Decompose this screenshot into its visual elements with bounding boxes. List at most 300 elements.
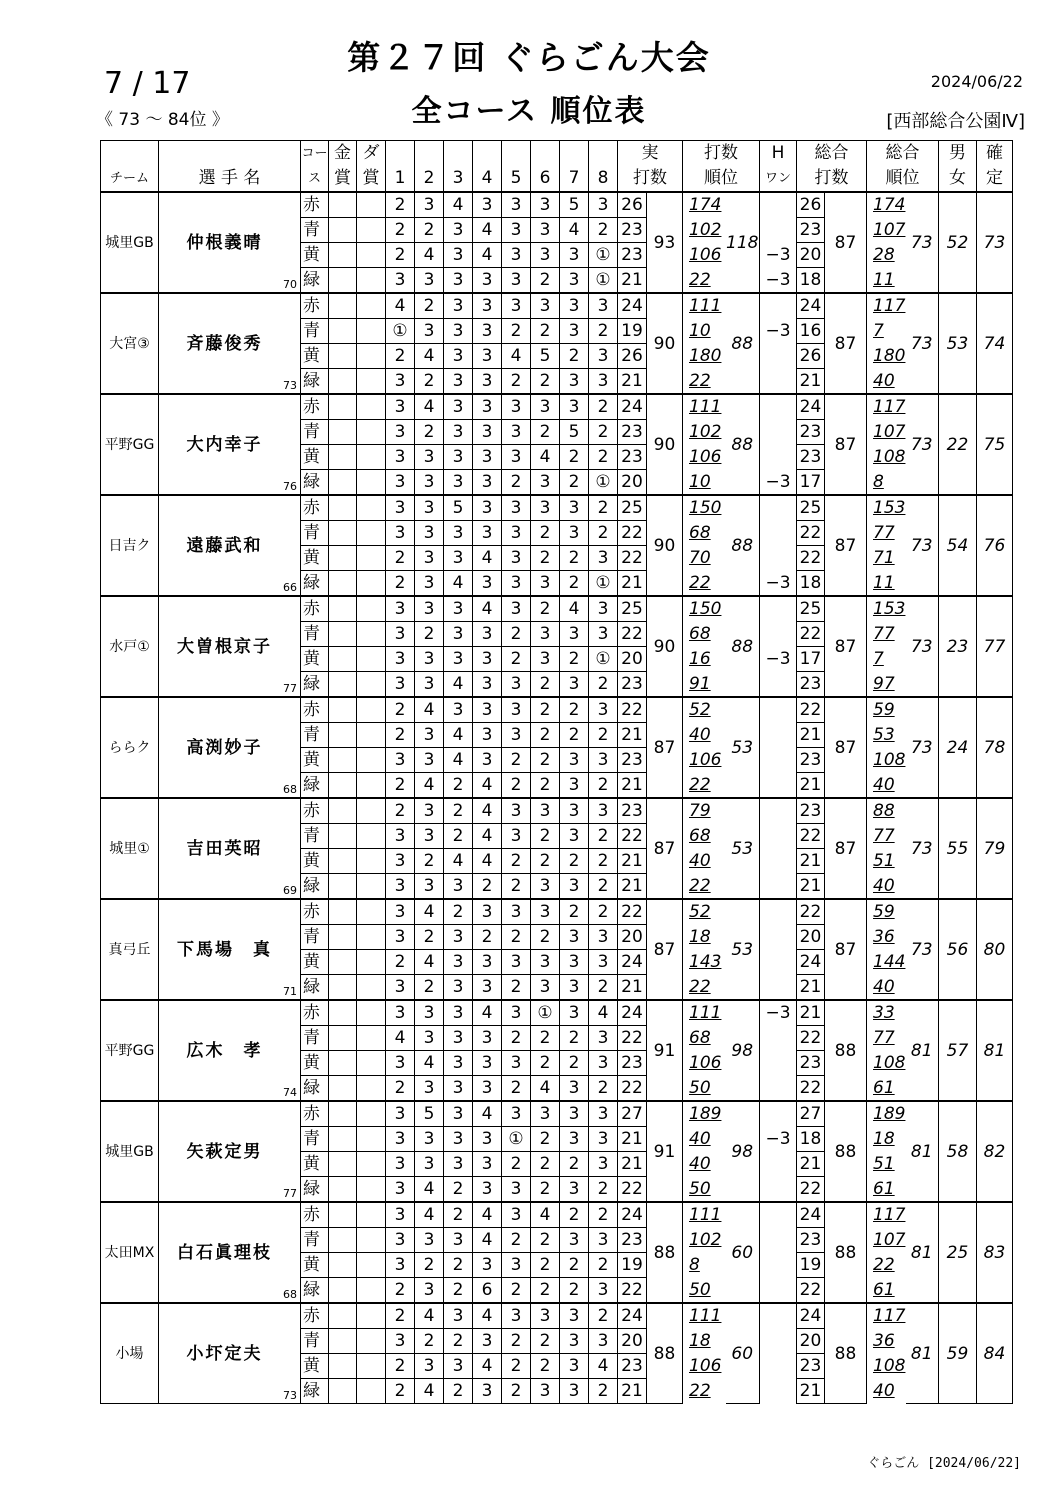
hole-2-score: 3 (415, 546, 444, 571)
gold-award-cell (329, 521, 357, 546)
hole-in-one-cell: −3 (760, 1000, 797, 1026)
course-strokes-cell: 21 (618, 874, 647, 900)
gender-header: 女 (939, 166, 977, 192)
hole-2-score: 3 (415, 647, 444, 672)
hole-4-score: 4 (473, 1354, 502, 1379)
course-total-cell: 18 (797, 571, 825, 597)
player-age: 73 (283, 379, 297, 392)
course-total-rank-cell: 40 (867, 1379, 906, 1404)
course-cell: 青 (301, 723, 329, 748)
hole-1-score: 2 (386, 773, 415, 799)
hole-5-score: 3 (502, 824, 531, 849)
hole-in-one-cell (760, 369, 797, 395)
hole-8-score: 2 (589, 1177, 618, 1203)
course-total-cell: 23 (797, 1228, 825, 1253)
gender-rank-cell: 52 (939, 192, 977, 293)
course-total-rank-cell: 7 (867, 647, 906, 672)
course-strokes-cell: 22 (618, 1177, 647, 1203)
table-row (101, 1000, 1013, 1026)
actual-header: 打数 (618, 166, 683, 192)
total-rank-cell: 81 (906, 1000, 939, 1101)
course-cell: 黄 (301, 243, 329, 268)
hole-5-score: 3 (502, 521, 531, 546)
hole-4-score: 3 (473, 571, 502, 597)
hole-5-score: 3 (502, 268, 531, 294)
da-award-cell (357, 1152, 386, 1177)
hole-1-score: 2 (386, 1354, 415, 1379)
total-rank-cell: 73 (906, 495, 939, 596)
hole-3-score: 3 (444, 293, 473, 319)
hole-3-score: 3 (444, 975, 473, 1001)
gold-award-cell (329, 1152, 357, 1177)
course-cell: 緑 (301, 975, 329, 1001)
player-name: 矢萩定男 (186, 1141, 263, 1162)
course-cell: 黄 (301, 748, 329, 773)
total-strokes-cell: 87 (825, 697, 867, 798)
hole-6-score: ① (531, 1000, 560, 1026)
hole-8-score: 3 (589, 1101, 618, 1127)
hole-8-score: 2 (589, 824, 618, 849)
hole-8-score: ① (589, 243, 618, 268)
hole-1-score: 2 (386, 723, 415, 748)
course-rank-cell: 174 (683, 192, 726, 218)
course-strokes-cell: 24 (618, 293, 647, 319)
team-header-top (101, 141, 159, 167)
total-rank-cell: 81 (906, 1202, 939, 1303)
hole-7-score: 2 (560, 1051, 589, 1076)
course-strokes-cell: 20 (618, 647, 647, 672)
team-cell: 水戸① (101, 596, 159, 697)
gold-award-cell (329, 1101, 357, 1127)
hole-3-score: 4 (444, 748, 473, 773)
hole-2-score: 3 (415, 874, 444, 900)
course-total-rank-cell: 59 (867, 697, 906, 723)
hole-6-score: 2 (531, 521, 560, 546)
hole-3-score: 3 (444, 344, 473, 369)
hole-3-score: 3 (444, 950, 473, 975)
course-total-rank-cell: 33 (867, 1000, 906, 1026)
hole-4-score: 3 (473, 1379, 502, 1404)
final-header-top: 確 (977, 141, 1013, 167)
hole-5-score: 2 (502, 647, 531, 672)
hole-3-score: 3 (444, 697, 473, 723)
hole-in-one-cell (760, 344, 797, 369)
hole-5-score: 3 (502, 672, 531, 698)
player-age: 69 (283, 884, 297, 897)
course-cell: 青 (301, 420, 329, 445)
course-total-rank-cell: 36 (867, 1329, 906, 1354)
hole-8-score: 3 (589, 748, 618, 773)
hole-5-score: 4 (502, 344, 531, 369)
hole-5-score: 2 (502, 319, 531, 344)
hole-8-score: 2 (589, 773, 618, 799)
hole-7-score: 2 (560, 899, 589, 925)
hole-2-score: 4 (415, 773, 444, 799)
course-strokes-cell: 23 (618, 1228, 647, 1253)
hole-8-score: 2 (589, 218, 618, 243)
team-cell: 城里① (101, 798, 159, 899)
hole-7-score: 2 (560, 470, 589, 496)
player-cell (159, 596, 301, 697)
hole-5-score: 3 (502, 1051, 531, 1076)
course-rank-cell: 102 (683, 218, 726, 243)
hole-8-score: 4 (589, 1354, 618, 1379)
course-total-cell: 22 (797, 1026, 825, 1051)
hole-in-one-cell (760, 1228, 797, 1253)
hole-7-score: 3 (560, 798, 589, 824)
course-total-rank-cell: 88 (867, 798, 906, 824)
table-row (101, 1202, 1013, 1228)
rank-range: 《 73 ～ 84位 》 (96, 110, 229, 130)
course-cell: 青 (301, 622, 329, 647)
hole-7-score: 3 (560, 1379, 589, 1404)
hole-1-score: 3 (386, 925, 415, 950)
player-name: 高渕妙子 (186, 737, 263, 758)
course-strokes-cell: 24 (618, 1202, 647, 1228)
course-total-cell: 24 (797, 950, 825, 975)
player-name: 吉田英昭 (186, 838, 263, 859)
course-total-rank-cell: 51 (867, 849, 906, 874)
da-award-cell (357, 1379, 386, 1404)
hole-3-score: 2 (444, 1379, 473, 1404)
course-total-cell: 27 (797, 1101, 825, 1127)
hole-1-score: 3 (386, 1329, 415, 1354)
da-award-cell (357, 773, 386, 799)
total-strokes-cell: 87 (825, 596, 867, 697)
hole-6-score: 2 (531, 268, 560, 294)
actual-strokes-cell: 90 (647, 394, 683, 495)
hole-8-score: 3 (589, 1228, 618, 1253)
hole-4-score: 3 (473, 975, 502, 1001)
actual-strokes-cell: 91 (647, 1000, 683, 1101)
hole-5-score: 2 (502, 975, 531, 1001)
hole-4-score: 4 (473, 849, 502, 874)
course-total-cell: 21 (797, 975, 825, 1001)
hole-8-score: 3 (589, 344, 618, 369)
course-cell: 緑 (301, 1379, 329, 1404)
player-age: 68 (283, 1288, 297, 1301)
player-cell (159, 798, 301, 899)
hole-8-score: 3 (589, 192, 618, 218)
total-strokes-cell: 88 (825, 1101, 867, 1202)
hole-in-one-cell (760, 1303, 797, 1329)
gold-award-cell (329, 1253, 357, 1278)
hole-6-score: 2 (531, 1051, 560, 1076)
course-cell: 黄 (301, 849, 329, 874)
course-total-rank-cell: 51 (867, 1152, 906, 1177)
course-total-rank-cell: 107 (867, 1228, 906, 1253)
course-total-cell: 22 (797, 697, 825, 723)
player-name: 小圷定夫 (186, 1343, 263, 1364)
course-total-rank-cell: 40 (867, 975, 906, 1001)
course-rank-cell: 143 (683, 950, 726, 975)
course-total-cell: 24 (797, 293, 825, 319)
hole-3-score: 3 (444, 546, 473, 571)
hole-3-score: 2 (444, 1278, 473, 1304)
gold-award-cell (329, 192, 357, 218)
course-total-cell: 21 (797, 1000, 825, 1026)
hole-5-score: 3 (502, 723, 531, 748)
da-award-cell (357, 824, 386, 849)
da-award-cell (357, 672, 386, 698)
gender-rank-cell: 24 (939, 697, 977, 798)
hole-4-score: 3 (473, 268, 502, 294)
course-rank-cell: 106 (683, 445, 726, 470)
total-rank-cell: 73 (906, 192, 939, 293)
hole-8-score: 3 (589, 697, 618, 723)
hole-4-score: 4 (473, 773, 502, 799)
hole-3-score: 3 (444, 1152, 473, 1177)
player-name: 斉藤俊秀 (186, 333, 263, 354)
course-rank-cell: 40 (683, 1127, 726, 1152)
team-cell: 小場 (101, 1303, 159, 1404)
hole-7-score: 3 (560, 1000, 589, 1026)
hole-5-score: 3 (502, 571, 531, 597)
table-row (101, 293, 1013, 319)
course-total-rank-cell: 117 (867, 1303, 906, 1329)
hole-6-score: 3 (531, 192, 560, 218)
course-cell: 赤 (301, 1101, 329, 1127)
hole-in-one-cell (760, 899, 797, 925)
hole-6-score: 3 (531, 975, 560, 1001)
gender-rank-cell: 55 (939, 798, 977, 899)
course-total-cell: 18 (797, 268, 825, 294)
total-strokes-cell: 88 (825, 1000, 867, 1101)
hole-8-score: 2 (589, 1076, 618, 1102)
player-cell (159, 394, 301, 495)
course-cell: 青 (301, 1228, 329, 1253)
hole-2-score: 2 (415, 420, 444, 445)
gold-award-cell (329, 925, 357, 950)
hole-in-one-cell: −3 (760, 470, 797, 496)
hole-3-score: 4 (444, 571, 473, 597)
hole-6-score: 2 (531, 319, 560, 344)
hole-header-top (415, 141, 444, 167)
hole-8-score: 3 (589, 1127, 618, 1152)
hole-in-one-cell: −3 (760, 571, 797, 597)
da-award-cell (357, 192, 386, 218)
venue: [西部総合公園Ⅳ] (886, 111, 1025, 132)
course-total-rank-cell: 153 (867, 596, 906, 622)
hole-7-score: 3 (560, 1177, 589, 1203)
hole-in-one-cell (760, 824, 797, 849)
hole-4-score: 3 (473, 647, 502, 672)
gender-rank-cell: 57 (939, 1000, 977, 1101)
player-name: 下馬場 真 (177, 939, 272, 960)
course-strokes-cell: 19 (618, 1253, 647, 1278)
player-age: 73 (283, 1389, 297, 1402)
course-cell: 黄 (301, 950, 329, 975)
course-total-cell: 22 (797, 622, 825, 647)
actual-strokes-cell: 91 (647, 1101, 683, 1202)
hole-3-score: 3 (444, 925, 473, 950)
course-total-rank-cell: 7 (867, 319, 906, 344)
total-header: 打数 (797, 166, 867, 192)
course-rank-cell: 150 (683, 596, 726, 622)
course-cell: 赤 (301, 1202, 329, 1228)
hole-in-one-cell (760, 849, 797, 874)
hole-3-score: 4 (444, 723, 473, 748)
hole-7-score: 2 (560, 1278, 589, 1304)
hole-7-score: 3 (560, 824, 589, 849)
hole-5-score: 2 (502, 773, 531, 799)
gold-award-cell (329, 748, 357, 773)
player-age: 77 (283, 1187, 297, 1200)
course-strokes-cell: 22 (618, 1026, 647, 1051)
hole-1-score: 3 (386, 1228, 415, 1253)
course-total-cell: 25 (797, 495, 825, 521)
hole-5-score: 3 (502, 218, 531, 243)
hole-5-score: 3 (502, 798, 531, 824)
course-total-cell: 20 (797, 1329, 825, 1354)
course-header-top: コー (301, 141, 329, 167)
player-cell (159, 495, 301, 596)
da-award-cell (357, 647, 386, 672)
gold-award-cell (329, 344, 357, 369)
total-rank-cell: 73 (906, 596, 939, 697)
hole-5-score: 3 (502, 697, 531, 723)
hole-4-score: 3 (473, 521, 502, 546)
hole-1-score: 3 (386, 445, 415, 470)
hole-in-one-cell (760, 748, 797, 773)
hole-in-one-cell (760, 218, 797, 243)
actual-strokes-cell: 90 (647, 495, 683, 596)
hole-6-score: 2 (531, 1228, 560, 1253)
stroke-rank-cell: 98 (726, 1000, 760, 1101)
player-name: 大内幸子 (186, 434, 263, 455)
hole-7-header: 7 (560, 166, 589, 192)
hole-in-one-cell (760, 1202, 797, 1228)
hole-7-score: 5 (560, 420, 589, 445)
hole-2-score: 2 (415, 849, 444, 874)
gold-award-cell (329, 723, 357, 748)
hole-4-score: 4 (473, 1303, 502, 1329)
hole-5-score: 2 (502, 470, 531, 496)
hole-6-score: 2 (531, 546, 560, 571)
hole-5-score: 3 (502, 445, 531, 470)
course-total-cell: 26 (797, 192, 825, 218)
hole-8-score: 2 (589, 1253, 618, 1278)
hole-6-score: 2 (531, 420, 560, 445)
course-total-cell: 20 (797, 243, 825, 268)
table-row (101, 899, 1013, 925)
course-strokes-cell: 23 (618, 748, 647, 773)
gold-award-cell (329, 899, 357, 925)
da-award-cell (357, 925, 386, 950)
da-award-cell (357, 697, 386, 723)
stroke-rank-cell: 88 (726, 293, 760, 394)
hole-1-score: 3 (386, 672, 415, 698)
stroke-rank-cell: 88 (726, 394, 760, 495)
gold-award-cell (329, 874, 357, 900)
da-award-cell (357, 849, 386, 874)
actual-strokes-cell: 87 (647, 798, 683, 899)
course-total-rank-cell: 153 (867, 495, 906, 521)
course-total-rank-cell: 144 (867, 950, 906, 975)
course-rank-cell: 111 (683, 1303, 726, 1329)
course-rank-cell: 68 (683, 622, 726, 647)
course-cell: 黄 (301, 1354, 329, 1379)
hole-1-score: 2 (386, 1303, 415, 1329)
course-total-cell: 17 (797, 647, 825, 672)
course-rank-cell: 52 (683, 697, 726, 723)
hole-in-one-cell (760, 1076, 797, 1102)
course-rank-cell: 22 (683, 369, 726, 395)
course-total-cell: 21 (797, 369, 825, 395)
course-cell: 赤 (301, 798, 329, 824)
hole-2-score: 3 (415, 1000, 444, 1026)
hole-2-score: 3 (415, 192, 444, 218)
hole-1-score: 2 (386, 697, 415, 723)
hole-1-score: 2 (386, 1278, 415, 1304)
da-award-cell (357, 243, 386, 268)
hole-8-score: 3 (589, 950, 618, 975)
hole-6-score: 3 (531, 571, 560, 597)
hole-2-score: 4 (415, 394, 444, 420)
course-cell: 赤 (301, 293, 329, 319)
hole-in-one-cell (760, 192, 797, 218)
player-age: 74 (283, 1086, 297, 1099)
hole-7-score: 2 (560, 849, 589, 874)
hole-8-score: 3 (589, 1051, 618, 1076)
gold-award-cell (329, 1076, 357, 1102)
course-rank-cell: 50 (683, 1278, 726, 1304)
player-header: 選 手 名 (159, 166, 301, 192)
hole-6-score: 4 (531, 1076, 560, 1102)
hole-3-score: 3 (444, 874, 473, 900)
gender-rank-cell: 53 (939, 293, 977, 394)
hole-1-score: 3 (386, 369, 415, 395)
hole-5-score: 2 (502, 369, 531, 395)
hole-4-score: 2 (473, 925, 502, 950)
course-cell: 緑 (301, 571, 329, 597)
player-cell (159, 899, 301, 1000)
player-cell (159, 697, 301, 798)
hole-5-score: 3 (502, 1253, 531, 1278)
course-cell: 緑 (301, 874, 329, 900)
hole-in-one-cell (760, 975, 797, 1001)
stroke-rank-cell: 88 (726, 495, 760, 596)
gold-award-cell (329, 773, 357, 799)
hole-7-score: 2 (560, 445, 589, 470)
hole-7-score: 2 (560, 1253, 589, 1278)
hole-4-score: 3 (473, 1051, 502, 1076)
hole-7-score: 2 (560, 344, 589, 369)
course-rank-cell: 40 (683, 1152, 726, 1177)
course-strokes-cell: 24 (618, 950, 647, 975)
da-award-cell (357, 420, 386, 445)
da-award-cell (357, 622, 386, 647)
hole-1-score: 4 (386, 1026, 415, 1051)
hole-7-score: 3 (560, 925, 589, 950)
course-cell: 黄 (301, 445, 329, 470)
hole-4-score: 3 (473, 445, 502, 470)
course-total-rank-cell: 40 (867, 773, 906, 799)
hole-in-one-cell (760, 445, 797, 470)
course-strokes-cell: 21 (618, 1127, 647, 1152)
hole-8-score: 2 (589, 849, 618, 874)
course-total-rank-cell: 108 (867, 1354, 906, 1379)
hole-4-score: 6 (473, 1278, 502, 1304)
hole-8-score: 3 (589, 293, 618, 319)
gold-award-cell (329, 1051, 357, 1076)
course-cell: 青 (301, 824, 329, 849)
hole-4-score: 3 (473, 672, 502, 698)
hole-4-score: 4 (473, 798, 502, 824)
course-total-cell: 21 (797, 773, 825, 799)
header-date: 2024/06/22 (930, 72, 1023, 91)
hole-2-score: 2 (415, 369, 444, 395)
